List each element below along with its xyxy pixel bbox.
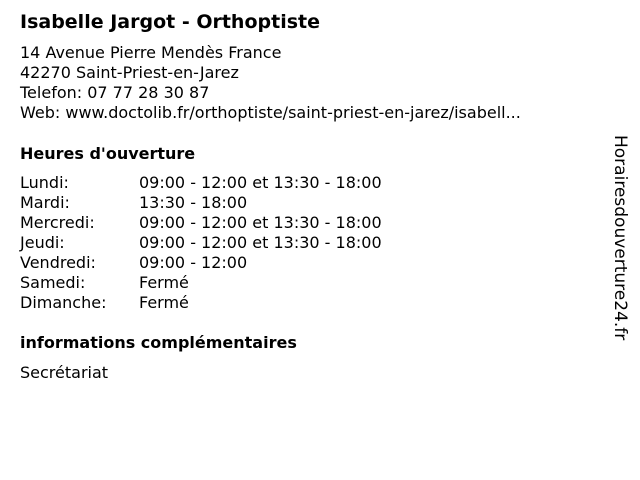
- time-value: 09:00 - 12:00 et 13:30 - 18:00: [139, 233, 382, 252]
- hours-row-friday: [20, 253, 610, 273]
- day-label: Vendredi:: [20, 253, 96, 272]
- opening-hours-list: [20, 173, 610, 313]
- hours-row-tuesday: [20, 193, 610, 213]
- opening-hours-heading: Heures d'ouverture: [20, 144, 196, 163]
- city-line: 42270 Saint-Priest-en-Jarez: [20, 63, 239, 82]
- business-title: Isabelle Jargot - Orthoptiste: [20, 11, 320, 33]
- time-value: Fermé: [139, 293, 189, 312]
- time-value: 09:00 - 12:00 et 13:30 - 18:00: [139, 173, 382, 192]
- additional-info-heading: informations complémentaires: [20, 333, 297, 352]
- time-value: 09:00 - 12:00 et 13:30 - 18:00: [139, 213, 382, 232]
- website-line: Web: www.doctolib.fr/orthoptiste/saint-priest-en-jarez/isabell...: [20, 103, 521, 122]
- additional-info-text: Secrétariat: [20, 363, 109, 382]
- time-value: 13:30 - 18:00: [139, 193, 248, 212]
- business-card: [20, 10, 610, 383]
- day-label: Jeudi:: [20, 233, 65, 252]
- time-value: Fermé: [139, 273, 189, 292]
- site-watermark: Horairesdouverture24.fr: [610, 135, 630, 341]
- day-label: Mardi:: [20, 193, 70, 212]
- phone-line: Telefon: 07 77 28 30 87: [20, 83, 210, 102]
- day-label: Lundi:: [20, 173, 69, 192]
- hours-row-monday: [20, 173, 610, 193]
- hours-row-wednesday: [20, 213, 610, 233]
- day-label: Mercredi:: [20, 213, 95, 232]
- day-label: Samedi:: [20, 273, 86, 292]
- time-value: 09:00 - 12:00: [139, 253, 248, 272]
- hours-row-thursday: [20, 233, 610, 253]
- street-address: 14 Avenue Pierre Mendès France: [20, 43, 282, 62]
- hours-row-saturday: [20, 273, 610, 293]
- day-label: Dimanche:: [20, 293, 107, 312]
- hours-row-sunday: [20, 293, 610, 313]
- contact-block: [20, 43, 610, 123]
